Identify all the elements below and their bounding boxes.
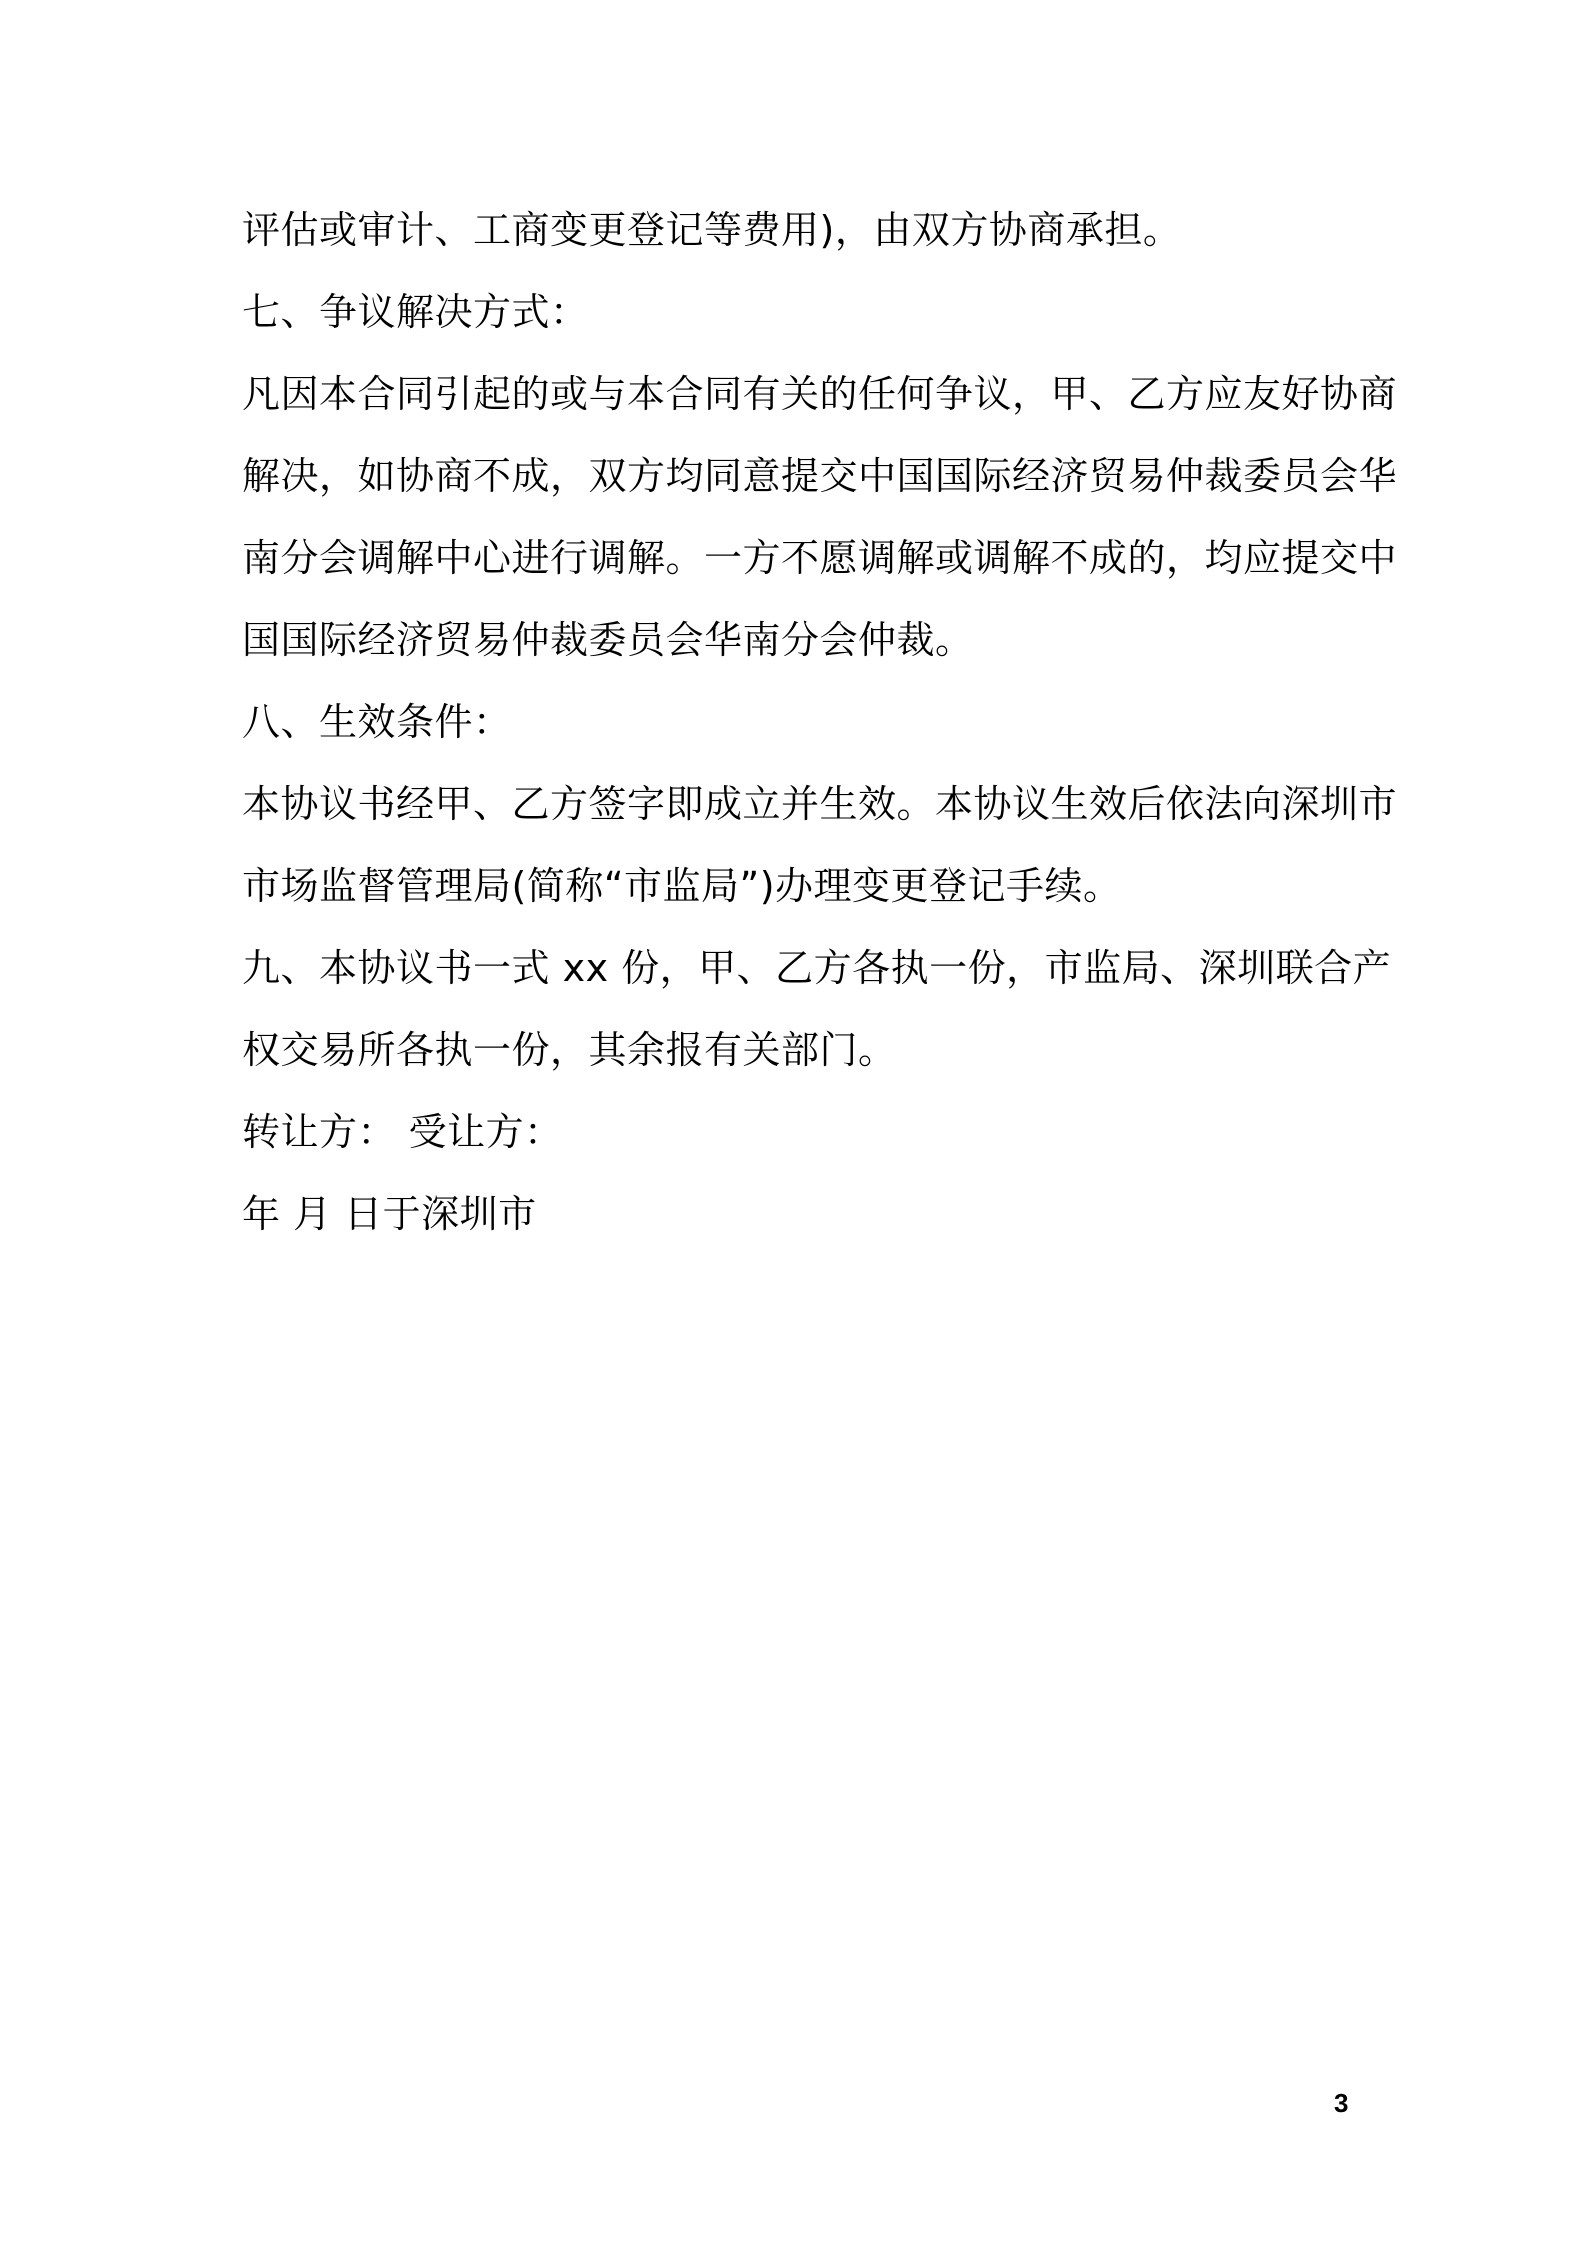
date-place-line: 年 月 日于深圳市 <box>242 1192 537 1236</box>
text-line-dispute-4: 国国际经济贸易仲裁委员会华南分会仲裁。 <box>242 618 974 662</box>
section-heading-effective-conditions: 八、生效条件： <box>242 700 512 744</box>
signature-parties-line: 转让方： 受让方： <box>242 1110 563 1154</box>
text-line-dispute-2: 解决，如协商不成，双方均同意提交中国国际经济贸易仲裁委员会华 <box>242 454 1398 498</box>
text-line-dispute-3: 南分会调解中心进行调解。一方不愿调解或调解不成的，均应提交中 <box>242 536 1398 580</box>
section-heading-copies: 九、本协议书一式 xx 份，甲、乙方各执一份，市监局、深圳联合产 <box>242 946 1392 990</box>
text-line-effective-2: 市场监督管理局(简称“市监局”)办理变更登记手续。 <box>242 864 1122 908</box>
text-line-effective-1: 本协议书经甲、乙方签字即成立并生效。本协议生效后依法向深圳市 <box>242 782 1398 826</box>
section-heading-dispute-resolution: 七、争议解决方式： <box>242 290 589 334</box>
text-line-dispute-1: 凡因本合同引起的或与本合同有关的任何争议，甲、乙方应友好协商 <box>242 372 1398 416</box>
text-line-copies-2: 权交易所各执一份，其余报有关部门。 <box>242 1028 897 1072</box>
text-line-fees: 评估或审计、工商变更登记等费用)，由双方协商承担。 <box>242 208 1182 252</box>
page-number: 3 <box>1334 2088 1349 2118</box>
